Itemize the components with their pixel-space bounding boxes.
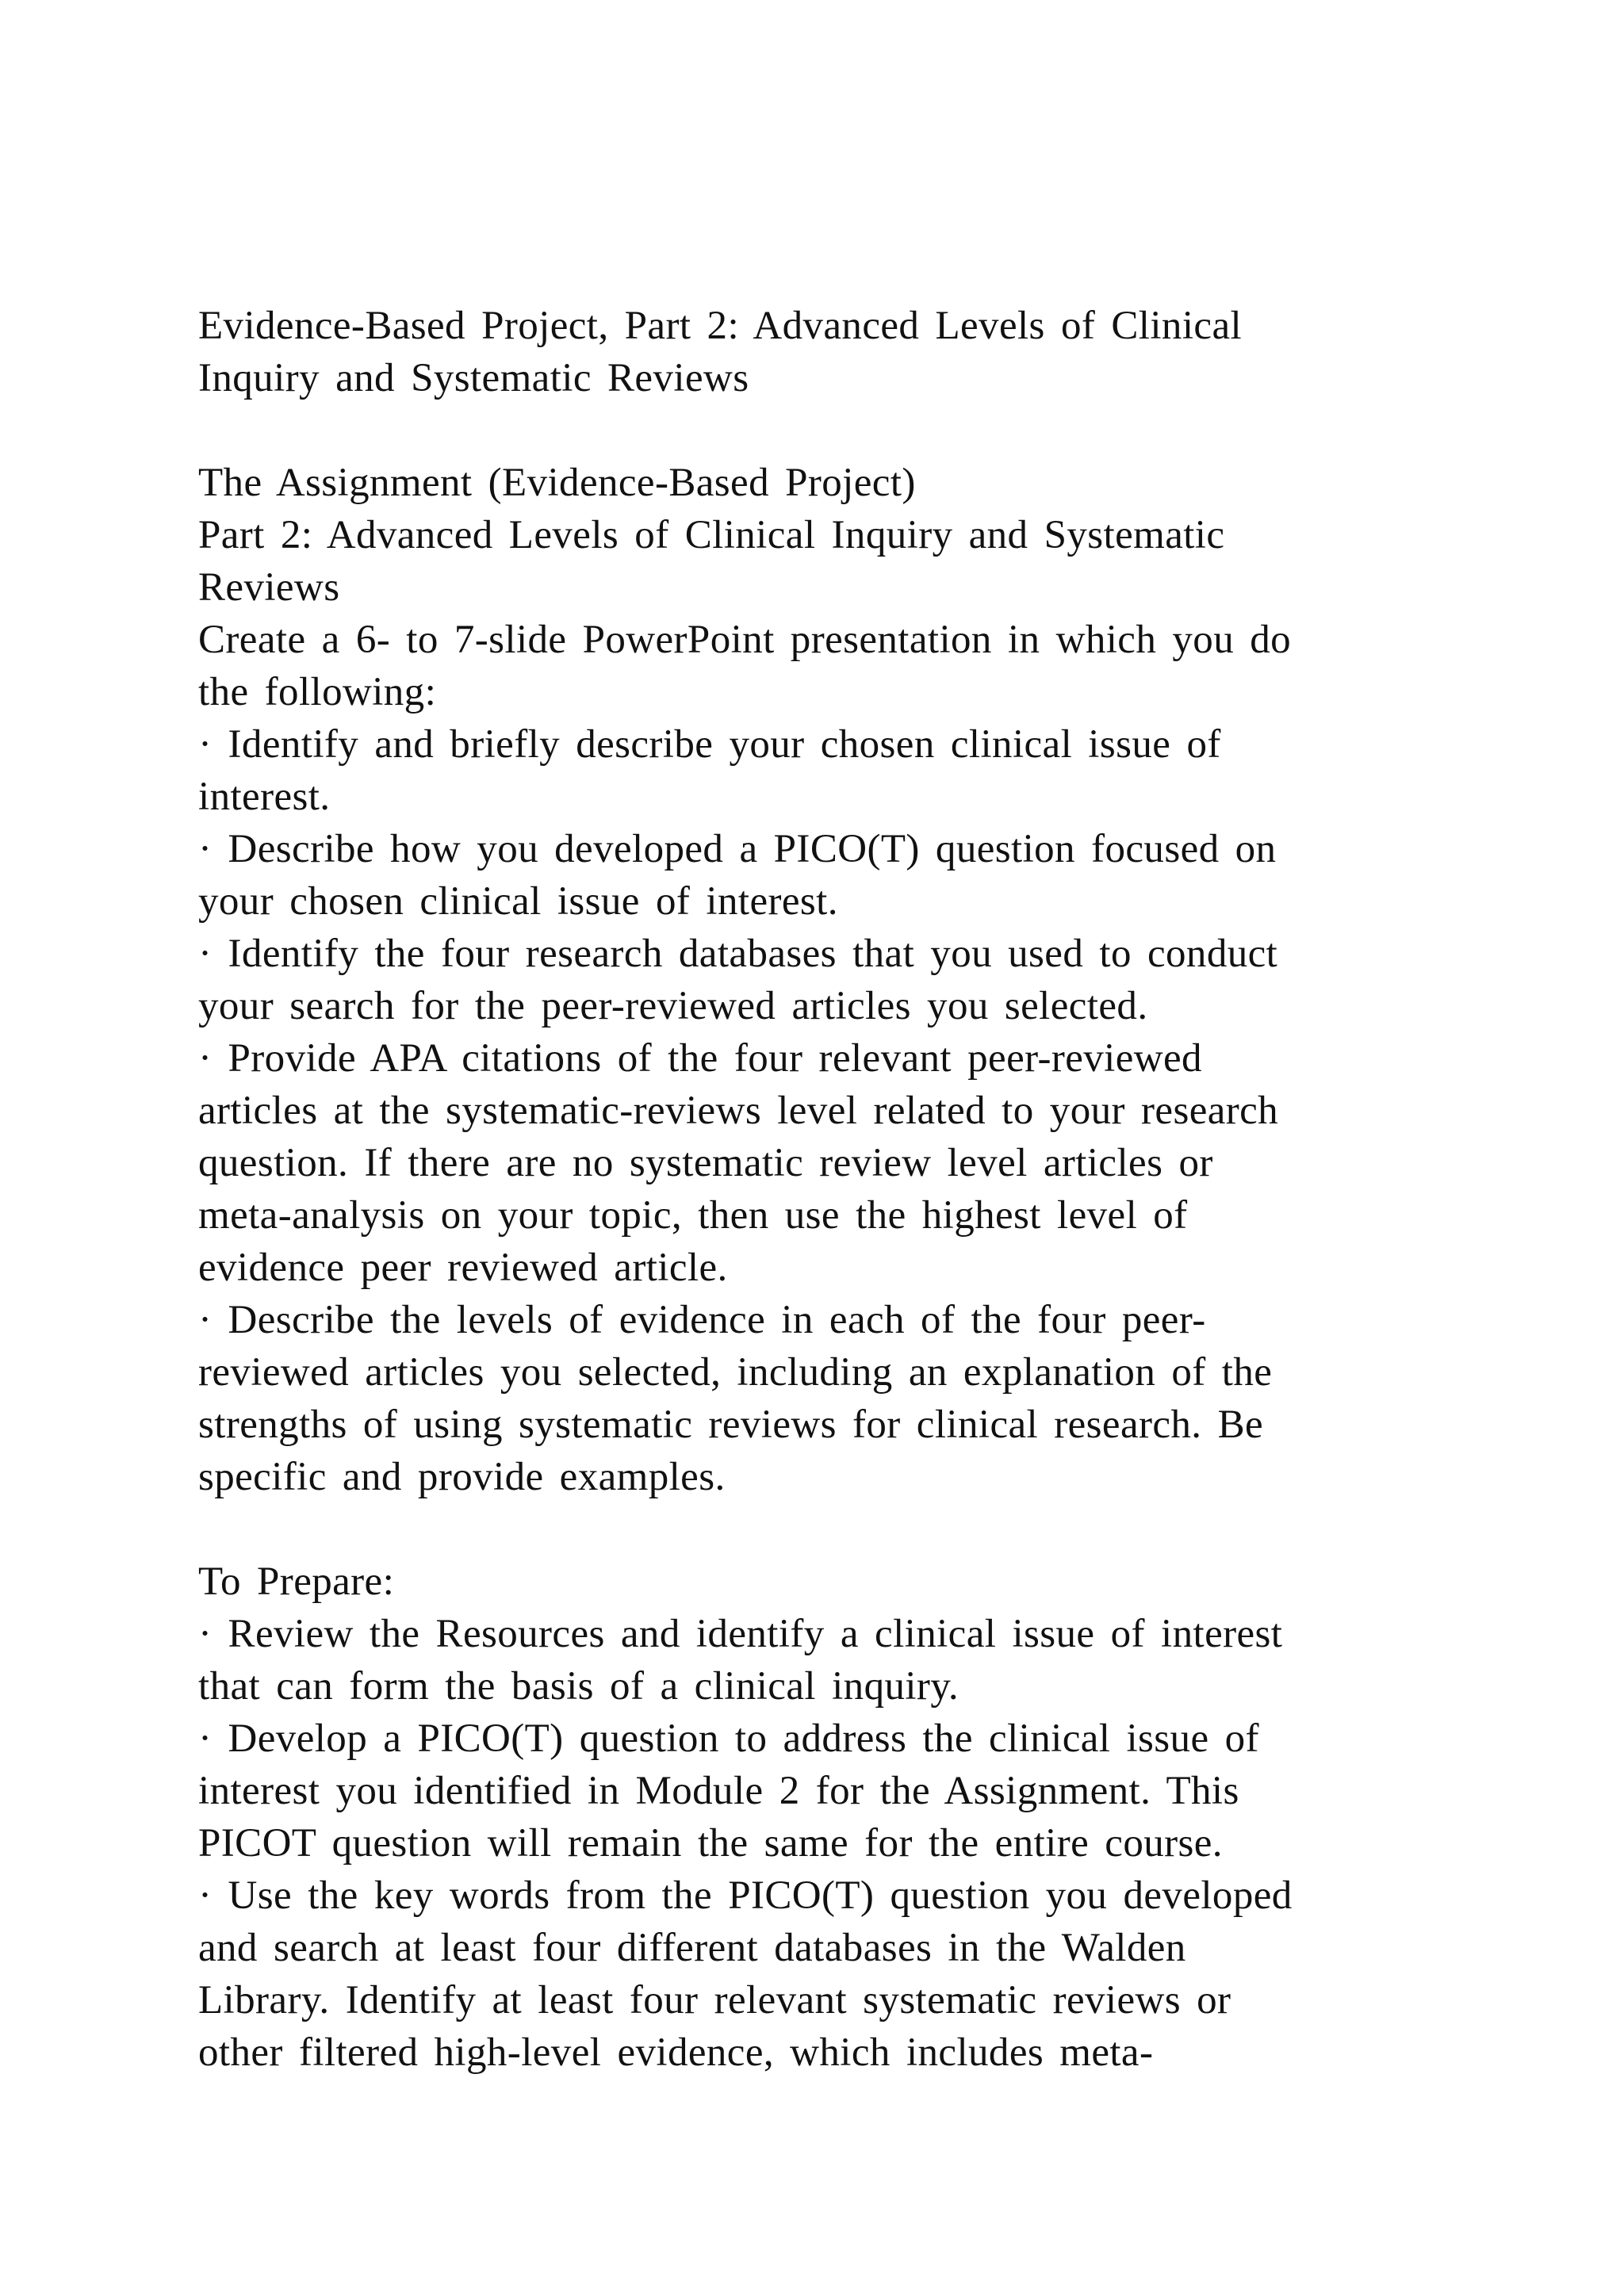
prepare-line: interest you identified in Module 2 for the Assignment. This (198, 1769, 1239, 1813)
assignment-bullet-line: · Identify and briefly describe your chosen clinical issue of (198, 722, 1221, 767)
prepare-line: other filtered high-level evidence, which includes meta- (198, 2030, 1154, 2075)
assignment-line: articles at the systematic-reviews level related to your research (198, 1089, 1279, 1133)
assignment-section (198, 457, 1435, 1503)
assignment-line: Create a 6- to 7-slide PowerPoint presentation in which you do (198, 618, 1292, 662)
prepare-line: Library. Identify at least four relevant systematic reviews or (198, 1978, 1231, 2022)
assignment-bullet-line: · Provide APA citations of the four relevant peer-reviewed (198, 1036, 1202, 1081)
assignment-line: Part 2: Advanced Levels of Clinical Inquiry and Systematic (198, 513, 1225, 557)
assignment-line: the following: (198, 670, 437, 714)
assignment-bullet-line: · Describe the levels of evidence in each of the four peer- (198, 1298, 1206, 1342)
title-line: Evidence-Based Project, Part 2: Advanced Levels of Clinical (198, 304, 1243, 348)
prepare-bullet-line: · Review the Resources and identify a clinical issue of interest (198, 1612, 1283, 1656)
assignment-line: specific and provide examples. (198, 1455, 726, 1499)
document-title (198, 300, 1435, 404)
assignment-line: evidence peer reviewed article. (198, 1246, 728, 1290)
assignment-bullet-line: · Describe how you developed a PICO(T) question focused on (198, 827, 1277, 871)
assignment-line: your chosen clinical issue of interest. (198, 879, 838, 924)
prepare-bullet-line: · Use the key words from the PICO(T) question you developed (198, 1873, 1293, 1918)
document-body (198, 300, 1435, 2079)
title-line: Inquiry and Systematic Reviews (198, 356, 749, 400)
prepare-heading: To Prepare: (198, 1559, 395, 1604)
assignment-line: strengths of using systematic reviews for clinical research. Be (198, 1402, 1264, 1447)
prepare-bullet-line: · Develop a PICO(T) question to address the clinical issue of (198, 1716, 1259, 1761)
prepare-line: that can form the basis of a clinical inquiry. (198, 1664, 959, 1709)
prepare-line: and search at least four different databases in the Walden (198, 1926, 1186, 1970)
paragraph-gap (198, 404, 1435, 457)
assignment-heading: The Assignment (Evidence-Based Project) (198, 461, 916, 505)
assignment-line: meta-analysis on your topic, then use the highest level of (198, 1193, 1188, 1238)
prepare-section (198, 1556, 1435, 2079)
assignment-line: your search for the peer-reviewed articles you selected. (198, 984, 1148, 1028)
assignment-line: reviewed articles you selected, including an explanation of the (198, 1350, 1273, 1395)
prepare-line: PICOT question will remain the same for the entire course. (198, 1821, 1223, 1866)
assignment-line: Reviews (198, 565, 340, 610)
assignment-bullet-line: · Identify the four research databases that you used to conduct (198, 932, 1278, 976)
paragraph-gap (198, 1503, 1435, 1556)
assignment-line: interest. (198, 775, 331, 819)
assignment-line: question. If there are no systematic review level articles or (198, 1141, 1213, 1185)
